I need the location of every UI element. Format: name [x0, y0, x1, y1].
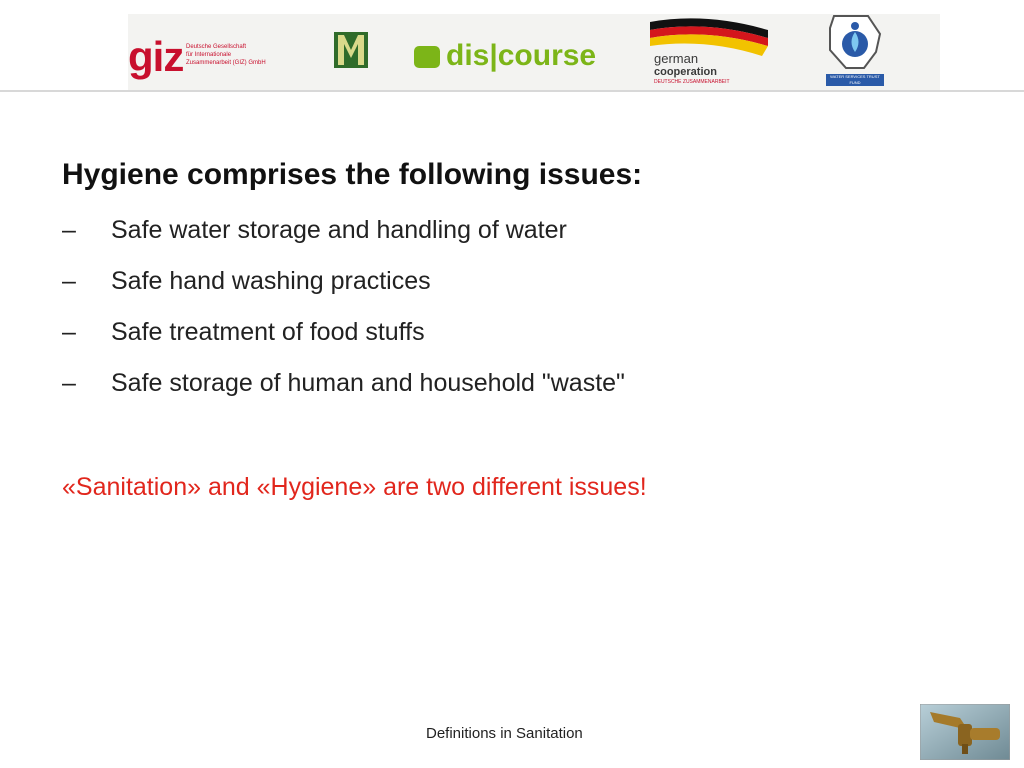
- slide-heading: Hygiene comprises the following issues:: [62, 158, 643, 191]
- german-cooperation-line3: DEUTSCHE ZUSAMMENARBEIT: [654, 79, 730, 85]
- list-item-text: Safe hand washing practices: [111, 267, 431, 295]
- header-divider: [0, 90, 1024, 92]
- water-tap-image: [920, 704, 1010, 760]
- crest-caption: WATER SERVICES TRUST FUND: [826, 74, 884, 86]
- list-item-text: Safe treatment of food stuffs: [111, 318, 425, 346]
- giz-wordmark: giz: [128, 33, 184, 80]
- giz-org-line: Deutsche Gesellschaft: [186, 44, 247, 50]
- bullet-dash: –: [62, 318, 76, 346]
- bullet-dash: –: [62, 216, 76, 244]
- german-cooperation-line2: cooperation: [654, 66, 717, 78]
- discourse-wordmark: dis|course: [446, 39, 597, 72]
- bullet-dash: –: [62, 267, 76, 295]
- giz-org-line: Zusammenarbeit (GIZ) GmbH: [186, 60, 266, 66]
- footer-title: Definitions in Sanitation: [426, 725, 583, 742]
- giz-org-name: [186, 43, 306, 67]
- discourse-square-icon: [414, 46, 440, 68]
- m-logo: [334, 32, 368, 68]
- crest-logo: [824, 12, 886, 88]
- list-item-text: Safe storage of human and household "waste": [111, 369, 625, 397]
- m-logo-icon: [334, 32, 368, 68]
- logo-banner: [0, 0, 1024, 90]
- bullet-dash: –: [62, 369, 76, 397]
- german-cooperation-logo: [646, 16, 772, 88]
- german-cooperation-line1: german: [654, 51, 699, 66]
- giz-org-line: für Internationale: [186, 52, 232, 58]
- crest-shield-icon: [824, 12, 886, 74]
- list-item-text: Safe water storage and handling of water: [111, 216, 567, 244]
- highlight-note: «Sanitation» and «Hygiene» are two different issues!: [62, 473, 647, 501]
